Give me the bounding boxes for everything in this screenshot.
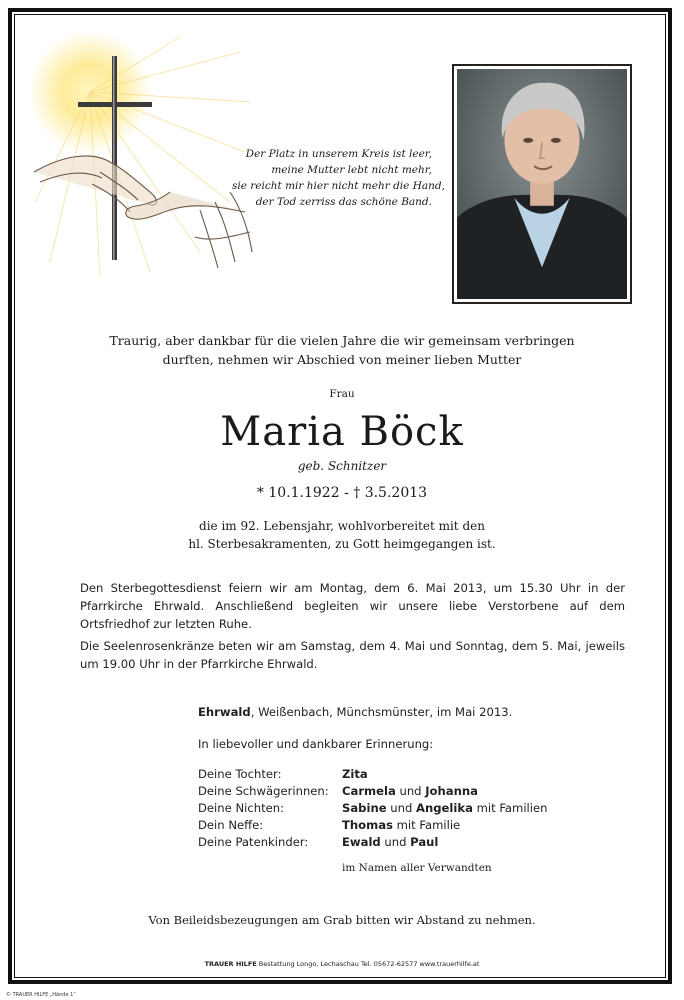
poem-line: sie reicht mir hier nicht mehr die Hand,: [232, 180, 445, 192]
place-rest: , Weißenbach, Münchsmünster, im Mai 2013.: [250, 705, 513, 719]
place-date-line: [198, 705, 618, 719]
poem-line: Der Platz in unserem Kreis ist leer,: [245, 148, 432, 160]
intro-line-1: Traurig, aber dankbar für die vielen Jahre die wir gemeinsam verbringen: [109, 333, 575, 348]
funeral-service-paragraph: Den Sterbegottesdienst feiern wir am Montag, dem 6. Mai 2013, um 15.30 Uhr in der Pfarrkirche Ehrwald. Anschließend begleiten wir unsere liebe Verstorbene auf dem Ortsfriedhof zur letzten Ruhe.: [80, 581, 625, 631]
footer-brand: TRAUER HILFE: [204, 960, 257, 968]
family-names: Ewald und Paul: [342, 835, 439, 849]
relatives-note: im Namen aller Verwandten: [342, 862, 492, 874]
age-line-1: die im 92. Lebensjahr, wohlvorbereitet mit den: [199, 519, 485, 533]
family-names: Zita: [342, 767, 368, 781]
family-row: [198, 783, 547, 800]
salutation: Frau: [329, 388, 355, 400]
portrait-photo: [452, 64, 632, 304]
rosary-paragraph: Die Seelenrosenkränze beten wir am Samstag, dem 4. Mai und Sonntag, dem 5. Mai, jeweils um 19.00 Uhr in der Pfarrkirche Ehrwald.: [80, 639, 625, 671]
copyright-note: © TRAUER HILFE „Hände 1“: [6, 992, 76, 998]
life-dates: * 10.1.1922 - † 3.5.2013: [256, 485, 428, 501]
family-names: Sabine und Angelika mit Familien: [342, 801, 548, 815]
family-row: [198, 817, 547, 834]
sun-rays: [30, 32, 250, 277]
footer-text: Bestattung Longo, Lechaschau Tel. 05672-62577 www.trauerhilfe.at: [256, 960, 480, 968]
family-row: [198, 766, 547, 783]
remembrance-line: In liebevoller und dankbarer Erinnerung:: [198, 737, 434, 751]
intro-text: [40, 331, 644, 369]
age-text: [40, 517, 644, 553]
intro-line-2: durften, nehmen wir Abschied von meiner lieben Mutter: [162, 352, 522, 367]
deceased-name: Maria Böck: [220, 409, 464, 455]
family-role: Deine Tochter:: [198, 767, 282, 781]
birth-name: geb. Schnitzer: [297, 459, 387, 473]
family-row: [198, 800, 547, 817]
portrait-image: [457, 69, 627, 299]
condolence-note: Von Beileidsbezeugungen am Grab bitten wir Abstand zu nehmen.: [148, 913, 536, 927]
family-role: Deine Patenkinder:: [198, 835, 309, 849]
place-bold: Ehrwald: [198, 705, 251, 719]
family-names: Carmela und Johanna: [342, 784, 478, 798]
family-names: Thomas mit Familie: [342, 818, 461, 832]
age-line-2: hl. Sterbesakramenten, zu Gott heimgegangen ist.: [188, 537, 496, 551]
poem-line: der Tod zerriss das schöne Band.: [255, 196, 432, 208]
family-list: [198, 766, 547, 851]
footer: [40, 960, 644, 968]
poem-line: meine Mutter lebt nicht mehr,: [271, 164, 432, 176]
family-row: [198, 834, 547, 851]
family-role: Dein Neffe:: [198, 818, 264, 832]
family-role: Deine Schwägerinnen:: [198, 784, 329, 798]
cross-and-hands-illustration: [30, 32, 260, 282]
poem: [232, 146, 445, 210]
family-role: Deine Nichten:: [198, 801, 284, 815]
